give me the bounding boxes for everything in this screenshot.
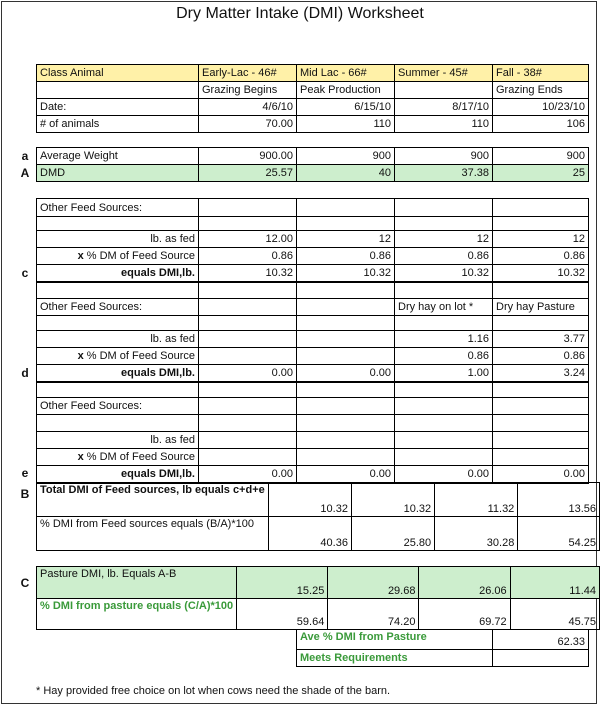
dmd-value: 40 <box>297 165 395 182</box>
lb-as-fed-value <box>297 331 395 348</box>
pct-feed-value: 40.36 <box>268 517 351 551</box>
pct-dm-value: 0.86 <box>395 348 493 365</box>
date-value: 6/15/10 <box>297 99 395 116</box>
meets-requirements-label: Meets Requirements <box>297 650 493 667</box>
equals-dmi-value: 0.00 <box>199 365 297 382</box>
pct-dm-value: 0.86 <box>199 248 297 265</box>
date-value: 8/17/10 <box>395 99 493 116</box>
page-title: Dry Matter Intake (DMI) Worksheet <box>176 5 424 22</box>
sub-label <box>37 82 199 99</box>
total-dmi-label: Total DMI of Feed sources, lb equals c+d+e <box>37 483 269 517</box>
pasture-dmi-label: Pasture DMI, lb. Equals A-B <box>37 567 237 599</box>
avg-weight-value: 900 <box>493 148 589 165</box>
avg-weight-label: Average Weight <box>37 148 199 165</box>
row-letter-c: c <box>21 266 29 280</box>
summary-table <box>296 629 589 667</box>
sub-header: Peak Production <box>297 82 395 99</box>
feed-name: Dry hay on lot * <box>395 299 493 316</box>
lb-as-fed-value: 12 <box>297 231 395 248</box>
feed-header: Other Feed Sources: <box>37 398 199 415</box>
feed-name: Dry hay Pasture <box>493 299 589 316</box>
equals-dmi-label: equals DMI,lb. <box>37 265 199 282</box>
animals-value: 110 <box>395 116 493 133</box>
row-letter-B: B <box>20 487 30 501</box>
avg-weight-value: 900 <box>297 148 395 165</box>
lb-as-fed-value <box>199 331 297 348</box>
equals-dmi-value: 10.32 <box>395 265 493 282</box>
pct-dm-label <box>37 348 199 365</box>
feed-header: Other Feed Sources: <box>37 199 199 217</box>
feed-table-1 <box>36 198 589 283</box>
pasture-dmi-value: 26.06 <box>419 567 510 599</box>
pct-dm-value: 0.86 <box>493 248 589 265</box>
equals-dmi-value: 0.00 <box>395 466 493 483</box>
equals-dmi-value: 10.32 <box>199 265 297 282</box>
pct-dm-value: 0.86 <box>297 248 395 265</box>
dmd-value: 37.38 <box>395 165 493 182</box>
lb-as-fed-value: 12.00 <box>199 231 297 248</box>
feed-name <box>199 299 297 316</box>
feed-table-2 <box>36 281 589 383</box>
col-header: Summer - 45# <box>395 65 493 82</box>
equals-dmi-value: 3.24 <box>493 365 589 382</box>
pct-dm-value <box>297 348 395 365</box>
avg-weight-value: 900 <box>395 148 493 165</box>
pct-feed-value: 25.80 <box>351 517 434 551</box>
pasture-table <box>36 566 600 630</box>
lb-as-fed-value: 12 <box>493 231 589 248</box>
feed-name <box>297 299 395 316</box>
date-value: 10/23/10 <box>493 99 589 116</box>
equals-dmi-value: 10.32 <box>493 265 589 282</box>
lb-as-fed-label: lb. as fed <box>37 331 199 348</box>
header-table <box>36 64 589 133</box>
weight-table <box>36 147 589 182</box>
equals-dmi-value: 0.00 <box>297 365 395 382</box>
row-letter-A: A <box>20 166 30 180</box>
lb-as-fed-value: 1.16 <box>395 331 493 348</box>
sub-header <box>395 82 493 99</box>
pct-dm-text: % DM of Feed Source <box>86 250 195 262</box>
col-header: Fall - 38# <box>493 65 589 82</box>
pasture-dmi-value: 11.44 <box>510 567 599 599</box>
lb-as-fed-label: lb. as fed <box>37 231 199 248</box>
pct-dm-x: x <box>77 250 84 262</box>
feed-table-3 <box>36 382 589 484</box>
row-letter-a: a <box>21 149 29 163</box>
ave-pasture-value: 62.33 <box>493 630 589 650</box>
pct-dm-value: 0.86 <box>493 348 589 365</box>
animals-value: 106 <box>493 116 589 133</box>
equals-dmi-label: equals DMI,lb. <box>37 365 199 382</box>
total-dmi-value: 11.32 <box>435 483 518 517</box>
pct-dm-value <box>199 348 297 365</box>
row-letter-C: C <box>20 576 30 590</box>
lb-as-fed-value: 12 <box>395 231 493 248</box>
pct-feed-value: 54.25 <box>518 517 600 551</box>
pct-pasture-value: 74.20 <box>328 599 419 630</box>
dmd-value: 25.57 <box>199 165 297 182</box>
equals-dmi-value: 0.00 <box>199 466 297 483</box>
pct-feed-label: % DMI from Feed sources equals (B/A)*100 <box>37 517 269 551</box>
ave-pasture-label: Ave % DMI from Pasture <box>297 630 493 650</box>
pct-dm-label <box>37 248 199 265</box>
sub-header: Grazing Begins <box>199 82 297 99</box>
pct-pasture-value: 59.64 <box>237 599 328 630</box>
pct-dm-x: x <box>77 350 84 362</box>
total-dmi-value: 13.56 <box>518 483 600 517</box>
pct-feed-value: 30.28 <box>435 517 518 551</box>
pasture-dmi-value: 15.25 <box>237 567 328 599</box>
feed-header: Other Feed Sources: <box>37 299 199 316</box>
col-header: Mid Lac - 66# <box>297 65 395 82</box>
pct-pasture-value: 45.75 <box>510 599 599 630</box>
equals-dmi-label: equals DMI,lb. <box>37 466 199 483</box>
footnote: * Hay provided free choice on lot when cows need the shade of the barn. <box>36 685 391 697</box>
equals-dmi-value: 0.00 <box>297 466 395 483</box>
animals-label: # of animals <box>37 116 199 133</box>
total-dmi-value: 10.32 <box>351 483 434 517</box>
pct-dm-text: % DM of Feed Source <box>86 451 195 463</box>
totals-table <box>36 482 600 551</box>
lb-as-fed-label: lb. as fed <box>37 432 199 449</box>
row-letter-d: d <box>21 366 29 380</box>
date-label: Date: <box>37 99 199 116</box>
class-animal-label: Class Animal <box>37 65 199 82</box>
equals-dmi-value: 0.00 <box>493 466 589 483</box>
total-dmi-value: 10.32 <box>268 483 351 517</box>
dmd-value: 25 <box>493 165 589 182</box>
date-value: 4/6/10 <box>199 99 297 116</box>
pct-dm-label <box>37 449 199 466</box>
pct-pasture-value: 69.72 <box>419 599 510 630</box>
lb-as-fed-value: 3.77 <box>493 331 589 348</box>
pct-dm-value: 0.86 <box>395 248 493 265</box>
sub-header: Grazing Ends <box>493 82 589 99</box>
avg-weight-value: 900.00 <box>199 148 297 165</box>
pct-pasture-label: % DMI from pasture equals (C/A)*100 <box>37 599 237 630</box>
dmd-label: DMD <box>37 165 199 182</box>
equals-dmi-value: 1.00 <box>395 365 493 382</box>
equals-dmi-value: 10.32 <box>297 265 395 282</box>
animals-value: 110 <box>297 116 395 133</box>
row-letter-e: e <box>21 466 29 480</box>
pasture-dmi-value: 29.68 <box>328 567 419 599</box>
animals-value: 70.00 <box>199 116 297 133</box>
meets-requirements-value <box>493 650 589 667</box>
pct-dm-x: x <box>77 451 84 463</box>
pct-dm-text: % DM of Feed Source <box>86 350 195 362</box>
col-header: Early-Lac - 46# <box>199 65 297 82</box>
